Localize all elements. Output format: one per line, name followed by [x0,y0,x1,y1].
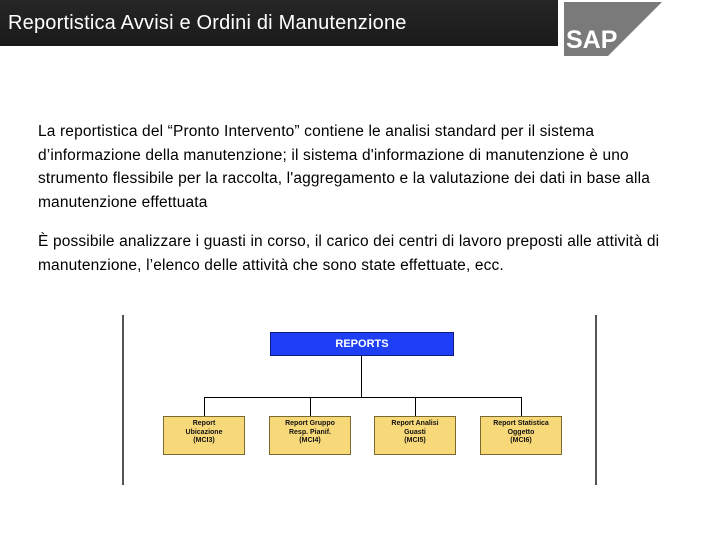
report-statistica-oggetto-box [480,416,562,455]
intro-paragraph: La reportistica del “Pronto Intervento” contiene le analisi standard per il sistema d’informazione della manutenzione; il sistema d'informazione di manutenzione è uno strumento flessibile per la raccolta, l'aggregamento e la valutazione dei dati in base alla manutenzione effettuata [38,123,650,211]
box-line: (MCI6) [510,437,532,444]
box-line: Ubicazione [185,428,223,436]
box-line: (MCI5) [404,437,426,444]
reports-root-box: REPORTS [270,332,454,356]
report-gruppo-box [269,416,351,455]
page-title: Reportistica Avvisi e Ordini di Manutenzione [8,12,407,34]
right-divider [595,315,597,485]
box-line: (MCI4) [299,437,321,444]
child-connector-3 [415,397,416,416]
box-line: Oggetto [507,428,535,436]
sap-logo [560,0,720,60]
sap-logo-text: SAP [566,26,618,54]
box-line: Resp. Pianif. [288,428,331,436]
box-line: Report [192,420,216,427]
box-line: (MCI3) [193,437,215,444]
report-analisi-guasti-box [374,416,456,455]
branch-connector [204,397,522,398]
child-connector-1 [204,397,205,416]
analysis-paragraph: È possibile analizzare i guasti in corso, il carico dei centri di lavoro preposti alle attività di manutenzione, l’elenco delle attività che sono state effettuate, ecc. [38,233,660,274]
box-line: Report Gruppo [285,420,335,427]
box-line: Guasti [404,428,426,436]
child-connector-4 [521,397,522,416]
title-bar [0,0,558,46]
root-connector [361,356,362,397]
box-line: Report Statistica [493,420,549,427]
report-ubicazione-box [163,416,245,455]
child-connector-2 [310,397,311,416]
box-line: Report Analisi [391,420,439,427]
left-divider [122,315,124,485]
